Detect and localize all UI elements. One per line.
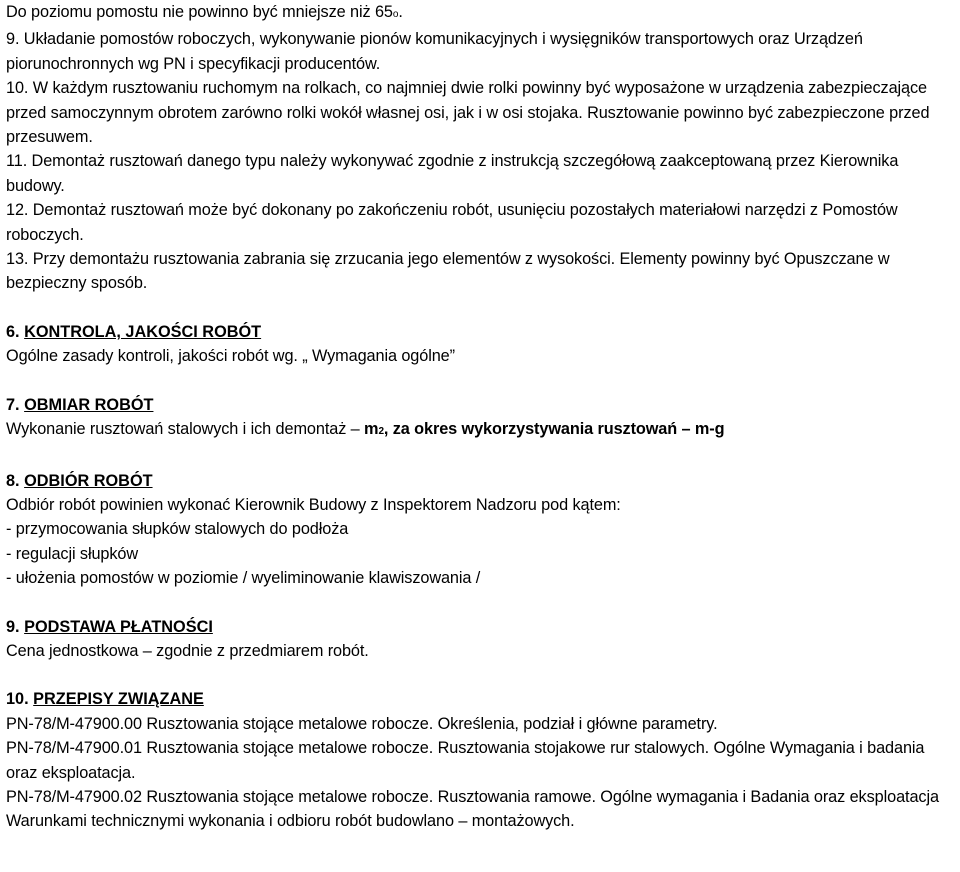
section-title: KONTROLA, JAKOŚCI ROBÓT [24, 322, 262, 341]
section-title: ODBIÓR ROBÓT [24, 471, 153, 490]
body-text: Wykonanie rusztowań stalowych i ich demontaż – [6, 420, 365, 439]
spacer [6, 591, 956, 615]
unit-machine-hours: m-g [694, 420, 725, 439]
document-page [6, 0, 956, 834]
spacer [6, 369, 956, 393]
section-body-7 [6, 417, 956, 444]
section-title: OBMIAR ROBÓT [24, 395, 154, 414]
unit-square-meters: m [364, 420, 379, 439]
section-number: 8. [6, 471, 25, 490]
intro-degree-subscript: o [392, 9, 399, 20]
section-title: PRZEPISY ZWIĄZANE [33, 690, 204, 709]
section-number: 6. [6, 322, 25, 341]
list-item-11: 11. Demontaż rusztowań danego typu należy wykonywać zgodnie z instrukcją szczegółową zaakceptowaną przez Kierownika budowy. [6, 152, 899, 195]
section-number: 7. [6, 395, 25, 414]
section-8-line: Odbiór robót powinien wykonać Kierownik Budowy z Inspektorem Nadzoru pod kątem: [6, 495, 621, 514]
unit-exponent: 2 [378, 426, 384, 438]
standard-reference: PN-78/M-47900.00 Rusztowania stojące metalowe robocze. Określenia, podział i główne parametry. [6, 714, 718, 733]
section-8-bullet: - przymocowania słupków stalowych do podłoża [6, 520, 349, 539]
section-number: 10. [6, 690, 34, 709]
intro-line [6, 0, 956, 27]
intro-suffix: . [398, 3, 403, 21]
spacer [6, 296, 956, 320]
section-heading-6 [6, 320, 956, 344]
section-heading-10 [6, 687, 956, 711]
standard-reference: PN-78/M-47900.01 Rusztowania stojące metalowe robocze. Rusztowania stojakowe rur stalowych. Ogólne Wymagania i badania oraz eksploatacja. [6, 739, 925, 782]
list-item-12: 12. Demontaż rusztowań może być dokonany po zakończeniu robót, usunięciu pozostałych materiałowi narzędzi z Pomostów roboczych. [6, 201, 898, 244]
spacer [6, 663, 956, 687]
section-body-6: Ogólne zasady kontroli, jakości robót wg. „ Wymagania ogólne” [6, 347, 455, 366]
body-text-middle: , za okres wykorzystywania rusztowań – [383, 420, 695, 439]
section-heading-7 [6, 393, 956, 417]
list-item-9: 9. Układanie pomostów roboczych, wykonywanie pionów komunikacyjnych i wysięgników transportowych oraz Urządzeń piorunochronnych wg PN i specyfikacji producentów. [6, 30, 863, 73]
section-heading-9 [6, 615, 956, 639]
section-number: 9. [6, 617, 25, 636]
section-8-bullet: - ułożenia pomostów w poziomie / wyeliminowanie klawiszowania / [6, 569, 481, 588]
list-item-13: 13. Przy demontażu rusztowania zabrania się zrzucania jego elementów z wysokości. Elementy powinny być Opuszczane w bezpieczny sposób. [6, 250, 890, 293]
spacer [6, 445, 956, 469]
intro-text: Do poziomu pomostu nie powinno być mniejsze niż 65 [6, 3, 393, 21]
list-item-10: 10. W każdym rusztowaniu ruchomym na rolkach, co najmniej dwie rolki powinny być wyposażone w urządzenia zabezpieczające przed samoczynnym obrotem zarówno rolki wokół własnej osi, jak i w osi stojaka. Rusztowanie powinno być zabezpieczone przed przesuwem. [6, 79, 930, 147]
section-body-9: Cena jednostkowa – zgodnie z przedmiarem robót. [6, 641, 369, 660]
standard-reference: Warunkami technicznymi wykonania i odbioru robót budowlano – montażowych. [6, 812, 575, 831]
standard-reference: PN-78/M-47900.02 Rusztowania stojące metalowe robocze. Rusztowania ramowe. Ogólne wymagania i Badania oraz eksploatacja [6, 787, 939, 806]
section-8-bullet: - regulacji słupków [6, 544, 139, 563]
section-title: PODSTAWA PŁATNOŚCI [24, 617, 213, 636]
section-heading-8 [6, 469, 956, 493]
